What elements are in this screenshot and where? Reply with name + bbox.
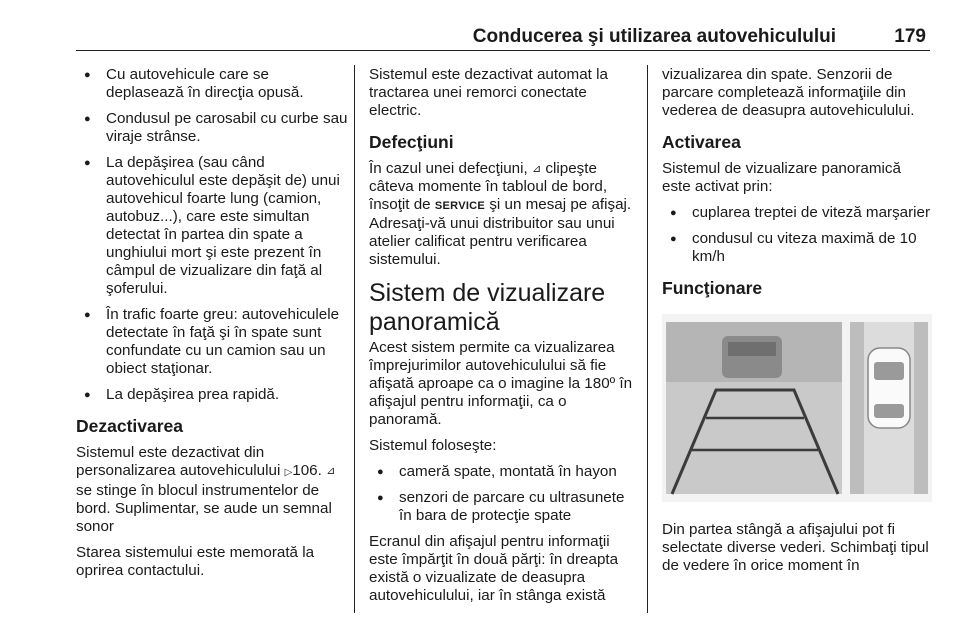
- list-item: ● La depăşirea (sau când autovehiculul este depăşit de) unui autovehicul foarte lung (camion, autobuz...), care este simultan detectat în partea din spate a unghiului mort şi este prezent în câmpul de vizualizare din faţă al şoferului.: [76, 154, 350, 298]
- column-divider: [647, 65, 648, 613]
- paragraph: Acest sistem permite ca vizualizarea împrejurimilor autovehiculului să fie afişată aproape ca o imagine la 180º în afişajul pentru informaţii, ca o panoramă.: [369, 339, 633, 428]
- blind-spot-warning-icon: ⊿: [326, 465, 336, 477]
- page-reference-link[interactable]: 106.: [292, 462, 322, 479]
- service-indicator: SERVICE: [434, 200, 486, 212]
- list-item: ● senzori de parcare cu ultrasunete în bara de protecţie spate: [369, 489, 637, 525]
- bullet-list: [662, 204, 932, 266]
- list-item: ● condusul cu viteza maximă de 10 km/h: [662, 230, 932, 266]
- paragraph: Starea sistemului este memorată la oprirea contactului.: [76, 544, 315, 579]
- list-item: ● cuplarea treptei de viteză marşarier: [662, 204, 932, 222]
- paragraph: Sistemul de vizualizare panoramică este activat prin:: [662, 160, 901, 195]
- paragraph: Sistemul foloseşte:: [369, 437, 497, 454]
- paragraph: vizualizarea din spate. Senzorii de parcare completează informaţiile din vederea de deasupra autovehiculului.: [662, 66, 915, 119]
- column-left: [76, 66, 350, 588]
- paragraph: Ecranul din afişajul pentru informaţii este împărţit în două părţi: în dreapta există o vizualizate de deasupra autovehiculului, iar în stânga există: [369, 533, 619, 604]
- paragraph: Sistemul este dezactivat din personalizarea autovehiculului ▷106. ⊿ se stinge în blocul instrumentelor de bord. Suplimentar, se aude un semnal sonor: [76, 444, 336, 535]
- list-item: ● În trafic foarte greu: autovehiculele detectate în faţă şi în spate sunt confundate cu un camion sau un obiect staţionar.: [76, 306, 350, 378]
- blind-spot-warning-icon: ⊿: [531, 163, 542, 175]
- column-right: [662, 66, 932, 583]
- list-item: ● cameră spate, montată în hayon: [369, 463, 637, 481]
- panoramic-view-illustration: [662, 314, 932, 502]
- page-header-title: Conducerea şi utilizarea autovehiculului: [472, 26, 836, 47]
- list-item: ● Condusul pe carosabil cu curbe sau viraje strânse.: [76, 110, 350, 146]
- reference-arrow-icon: ▷: [284, 467, 293, 478]
- paragraph: Din partea stângă a afişajului pot fi selectate diverse vederi. Schimbaţi tipul de vedere în orice moment în: [662, 521, 929, 574]
- section-heading-activation: Activarea: [662, 132, 741, 152]
- section-title: Sistem de vizualizare panoramică: [369, 279, 606, 336]
- header-rule: [76, 50, 930, 51]
- paragraph: Sistemul este dezactivat automat la tractarea unei remorci conectate electric.: [369, 66, 608, 119]
- bullet-list: [369, 463, 637, 525]
- page-number: 179: [894, 26, 926, 47]
- section-heading-faults: Defecţiuni: [369, 132, 454, 152]
- list-item: ● Cu autovehicule care se deplasează în direcţia opusă.: [76, 66, 350, 102]
- section-heading-deactivation: Dezactivarea: [76, 416, 184, 436]
- column-divider: [354, 65, 355, 613]
- list-item: ● La depăşirea prea rapidă.: [76, 386, 350, 404]
- bullet-list: [76, 66, 350, 404]
- section-heading-operation: Funcţionare: [662, 278, 763, 298]
- paragraph: În cazul unei defecţiuni, ⊿ clipeşte câteva momente în tabloul de bord, însoţit de SERVICE şi un mesaj pe afişaj. Adresaţi-vă unui distribuitor sau unui atelier calificat pentru verificarea sistemului.: [369, 160, 632, 268]
- column-middle: [369, 66, 637, 613]
